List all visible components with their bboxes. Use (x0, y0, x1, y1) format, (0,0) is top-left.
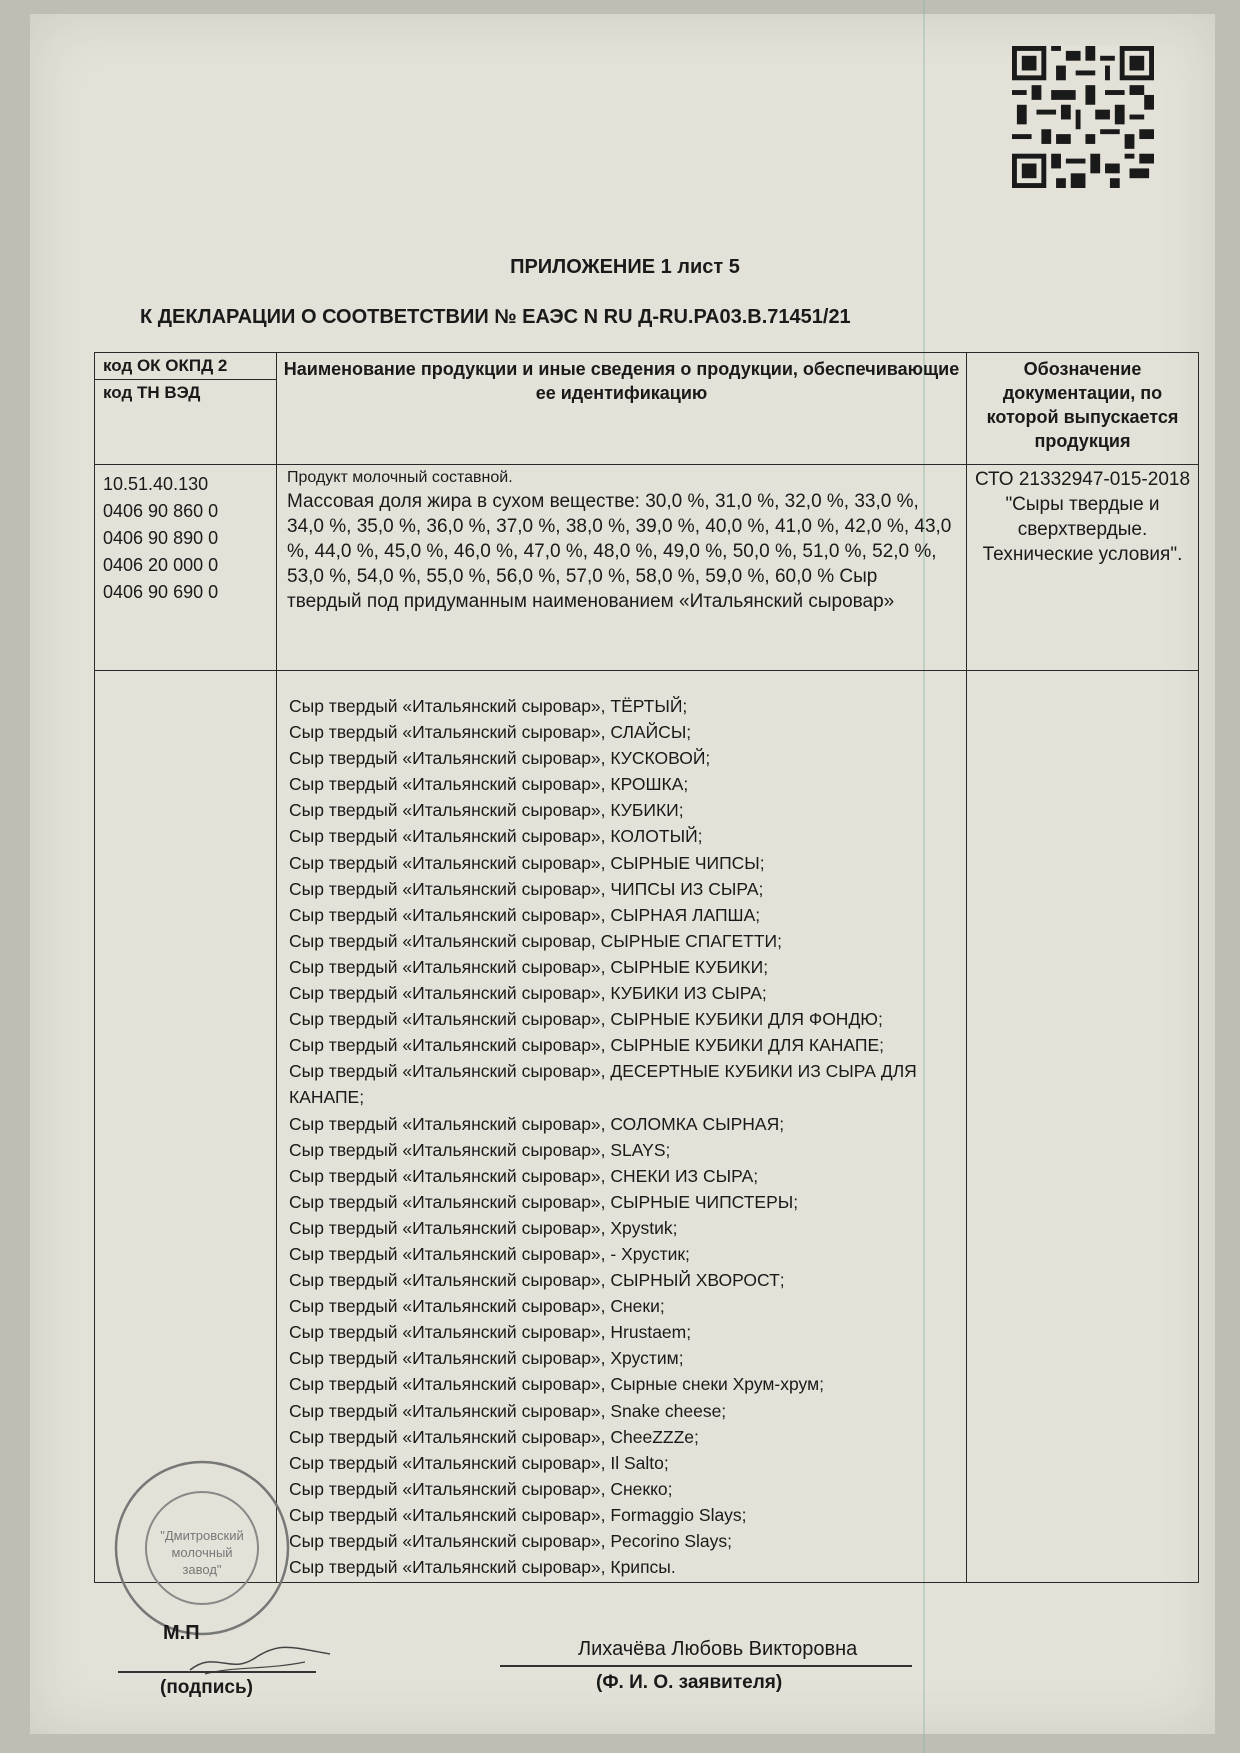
product-description: Массовая доля жира в сухом веществе: 30,0 %, 31,0 %, 32,0 %, 33,0 %, 34,0 %, 35,0 %, 36,0 %, 37,0 %, 38,0 %, 39,0 %, 40,0 %, 41,0 %, 42,0 %, 43,0 %, 44,0 %, 45,0 %, 46,0 %, 47,0 %, 48,0 %, 49,0 %, 50,0 %, 51,0 %, 52,0 %, 53,0 %, 54,0 %, 55,0 %, 56,0 %, 57,0 %, 58,0 %, 59,0 %, 60,0 % Сыр твердый под придуманным наименованием «Итальянский сыровар» (287, 491, 952, 612)
appendix-title: ПРИЛОЖЕНИЕ 1 лист 5 (510, 256, 740, 278)
code-header-cell (95, 353, 277, 465)
list-item: Сыр твердый «Итальянский сыровар, СЫРНЫЕ СПАГЕТТИ; (289, 930, 782, 951)
qr-code-icon (1012, 46, 1154, 188)
list-item: Сыр твердый «Итальянский сыровар», ТЁРТЫЙ; (289, 696, 688, 716)
code-tnved: 0406 20 000 0 (103, 555, 219, 575)
name-line (500, 1665, 912, 1667)
list-item: Сыр твердый «Итальянский сыровар», Крипсы. (289, 1557, 676, 1578)
stamp-label: М.П (163, 1622, 200, 1644)
list-item: Сыр твердый «Итальянский сыровар», СОЛОМКА СЫРНАЯ; (289, 1113, 785, 1134)
description-cell (277, 465, 967, 671)
signature-scribble-icon (185, 1640, 335, 1680)
list-item: Сыр твердый «Итальянский сыровар», Снеки; (289, 1296, 665, 1317)
product-list-cell (277, 671, 967, 1583)
list-item: Сыр твердый «Итальянский сыровар», Snake cheese; (289, 1400, 727, 1421)
list-item: Сыр твердый «Итальянский сыровар», Хрустим; (289, 1348, 684, 1369)
table-row (95, 465, 1199, 671)
declaration-title: К ДЕКЛАРАЦИИ О СООТВЕТСТВИИ № ЕАЭС N RU Д-RU.РА03.В.71451/21 (140, 306, 851, 328)
list-item: Сыр твердый «Итальянский сыровар», КОЛОТЫЙ; (289, 826, 703, 847)
applicant-label: (Ф. И. О. заявителя) (596, 1672, 783, 1693)
signature-label: (подпись) (160, 1677, 253, 1698)
table-row (95, 671, 1199, 1583)
code-okpd: 10.51.40.130 (103, 474, 209, 494)
applicant-name: Лихачёва Любовь Викторовна (578, 1638, 858, 1660)
list-item: Сыр твердый «Итальянский сыровар», СЫРНЫЕ ЧИПСЫ; (289, 852, 765, 873)
list-item: Сыр твердый «Итальянский сыровар», Сырные снеки Хрум-хрум; (289, 1374, 824, 1395)
name-header: Наименование продукции и иные сведения о продукции, обеспечивающие ее идентификацию (277, 353, 967, 465)
tnved-header: код ТН ВЭД (103, 383, 201, 402)
signature-line (118, 1671, 316, 1673)
list-item: Сыр твердый «Итальянский сыровар», СЫРНАЯ ЛАПША; (289, 904, 761, 925)
doc-reference: СТО 21332947-015-2018 "Сыры твердые и сверхтвердые. Технические условия". (967, 465, 1199, 671)
list-item: Сыр твердый «Итальянский сыровар», СЛАЙСЫ; (289, 722, 692, 743)
list-item: Сыр твердый «Итальянский сыровар», СЫРНЫЕ КУБИКИ ДЛЯ ФОНДЮ; (289, 1009, 883, 1030)
company-stamp-icon (112, 1458, 292, 1638)
list-item: Сыр твердый «Итальянский сыровар», КУБИКИ ИЗ СЫРА; (289, 983, 767, 1004)
code-tnved: 0406 90 890 0 (103, 528, 219, 548)
list-item: Сыр твердый «Итальянский сыровар», Il Salto; (289, 1452, 669, 1473)
svg-text:завод": завод" (182, 1562, 222, 1577)
svg-text:молочный: молочный (171, 1545, 233, 1560)
list-item: Сыр твердый «Итальянский сыровар», ЧИПСЫ ИЗ СЫРА; (289, 878, 764, 899)
list-item: Сыр твердый «Итальянский сыровар», СЫРНЫЕ КУБИКИ ДЛЯ КАНАПЕ; (289, 1035, 884, 1056)
list-item: Сыр твердый «Итальянский сыровар», Formaggio Slays; (289, 1504, 747, 1525)
empty-doc-cell (967, 671, 1199, 1583)
list-item: Сыр твердый «Итальянский сыровар», Xpystиk; (289, 1217, 678, 1238)
list-item: Сыр твердый «Итальянский сыровар», CheeZZZe; (289, 1426, 699, 1447)
svg-text:"Дмитровский: "Дмитровский (160, 1528, 244, 1543)
list-item: Сыр твердый «Итальянский сыровар», СЫРНЫЕ КУБИКИ; (289, 956, 769, 977)
code-tnved: 0406 90 860 0 (103, 501, 219, 521)
table-header-row (95, 353, 1199, 465)
list-item: Сыр твердый «Итальянский сыровар», КУСКОВОЙ; (289, 748, 711, 769)
list-item: Сыр твердый «Итальянский сыровар», - Хрустик; (289, 1243, 690, 1264)
product-type: Продукт молочный составной. (287, 469, 513, 486)
okpd-header: код ОК ОКПД 2 (95, 353, 276, 380)
list-item: Сыр твердый «Итальянский сыровар», ДЕСЕРТНЫЕ КУБИКИ ИЗ СЫРА ДЛЯ КАНАПЕ; (289, 1061, 917, 1108)
list-item: Сыр твердый «Итальянский сыровар», КРОШКА; (289, 774, 689, 795)
declaration-table (94, 352, 1199, 1583)
list-item: Сыр твердый «Итальянский сыровар», СЫРНЫЕ ЧИПСТЕРЫ; (289, 1191, 799, 1212)
list-item: Сыр твердый «Итальянский сыровар», СНЕКИ ИЗ СЫРА; (289, 1165, 759, 1186)
list-item: Сыр твердый «Итальянский сыровар», СЫРНЫЙ ХВОРОСТ; (289, 1270, 785, 1291)
list-item: Сыр твердый «Итальянский сыровар», Снекко; (289, 1478, 673, 1499)
list-item: Сыр твердый «Итальянский сыровар», SLAYS; (289, 1139, 671, 1160)
codes-cell (95, 465, 277, 671)
doc-header: Обозначение документации, по которой выпускается продукция (967, 353, 1199, 465)
list-item: Сыр твердый «Итальянский сыровар», КУБИКИ; (289, 800, 684, 821)
list-item: Сыр твердый «Итальянский сыровар», Hrustaem; (289, 1322, 692, 1343)
empty-code-cell (95, 671, 277, 1583)
list-item: Сыр твердый «Итальянский сыровар», Pecorino Slays; (289, 1531, 732, 1551)
code-tnved: 0406 90 690 0 (103, 582, 219, 602)
